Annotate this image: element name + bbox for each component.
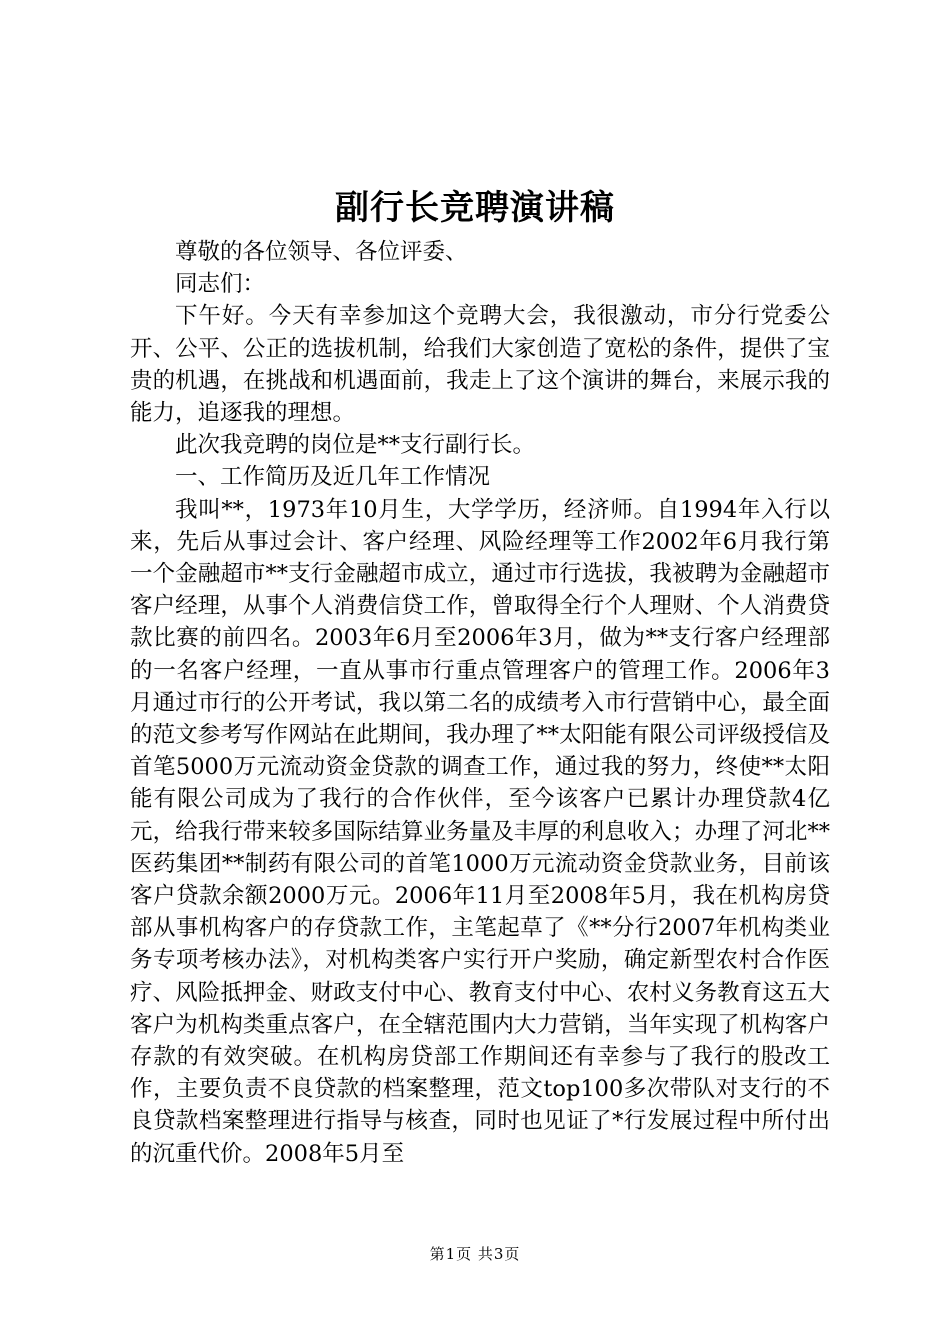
paragraph-position: 此次我竞聘的岗位是**支行副行长。 xyxy=(175,432,536,459)
document-body xyxy=(130,236,830,1170)
section-heading-1: 一、工作简历及近几年工作情况 xyxy=(175,464,491,491)
document-title: 副行长竞聘演讲稿 xyxy=(335,188,615,228)
salutation-line-2: 同志们： xyxy=(175,271,266,298)
paragraph-greeting: 下午好。今天有幸参加这个竞聘大会，我很激动，市分行党委公开、公平、公正的选拔机制，给我们大家创造了宽松的条件，提供了宝贵的机遇，在挑战和机遇面前，我走上了这个演讲的舞台，来展示我的能力，追逐我的理想。 xyxy=(130,303,830,427)
paragraph-work-history: 我叫**，1973年10月生，大学学历，经济师。自1994年入行以来，先后从事过会计、客户经理、风险经理等工作2002年6月我行第一个金融超市**支行金融超市成立，通过市行选拔，我被聘为金融超市客户经理，从事个人消费信贷工作，曾取得全行个人理财、个人消费贷款比赛的前四名。2003年6月至2006年3月，做为**支行客户经理部的一名客户经理，一直从事市行重点管理客户的管理工作。2006年3月通过市行的公开考试，我以第二名的成绩考入市行营销中心，最全面的范文参考写作网站在此期间，我办理了**太阳能有限公司评级授信及首笔5000万元流动资金贷款的调查工作，通过我的努力，终使**太阳能有限公司成为了我行的合作伙伴，至今该客户已累计办理贷款4亿元，给我行带来较多国际结算业务量及丰厚的利息收入；办理了河北**医药集团**制药有限公司的首笔1000万元流动资金贷款业务，目前该客户贷款余额2000万元。2006年11月至2008年5月，我在机构房贷部从事机构客户的存贷款工作，主笔起草了《**分行2007年机构类业务专项考核办法》，对机构类客户实行开户奖励，确定新型农村合作医疗、风险抵押金、财政支付中心、教育支付中心、农村义务教育这五大客户为机构类重点客户，在全辖范围内大力营销，当年实现了机构客户存款的有效突破。在机构房贷部工作期间还有幸参与了我行的股改工作，主要负责不良贷款的档案整理，范文top100多次带队对支行的不良贷款档案整理进行指导与核查，同时也见证了*行发展过程中所付出的沉重代价。2008年5月至 xyxy=(130,496,830,1167)
salutation-line-1: 尊敬的各位领导、各位评委、 xyxy=(175,239,468,265)
page-footer: 第1页 共3页 xyxy=(429,1245,521,1263)
